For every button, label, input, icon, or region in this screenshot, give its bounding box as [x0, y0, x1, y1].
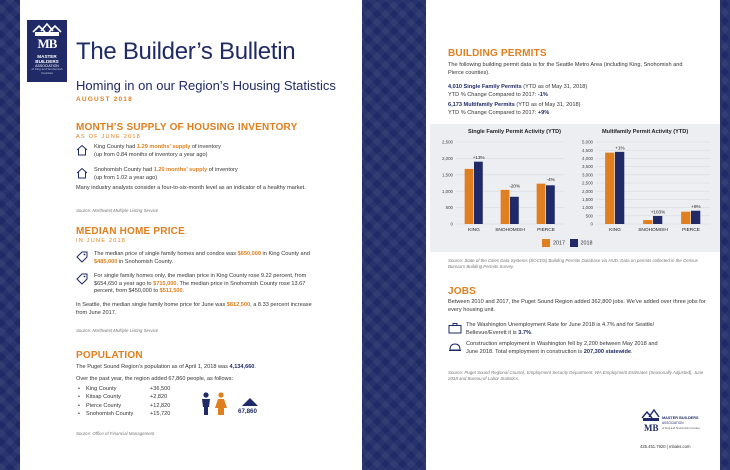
permits-intro: The following building permit data is for the Seattle Metro Area (including King, Snohomish and Pierce counties). — [448, 62, 683, 76]
jobs-p2 — [466, 322, 712, 337]
footer-logo — [640, 408, 700, 438]
supply-king-text1: King County had — [94, 144, 137, 150]
price-source: Source: Northwest Multiple Listing Service — [76, 328, 159, 333]
price-p3-text1: In Seattle, the median single family home price for June was — [76, 302, 227, 308]
sf-ytick-label: 1,000 — [442, 188, 453, 194]
footer-contact: 425.451.7920 | mbaks.com — [640, 444, 691, 449]
chart-legend — [542, 239, 593, 247]
permits-mf-change-label: YTD % Change Compared to 2017: — [448, 109, 538, 116]
jobs-p3 — [466, 341, 712, 356]
logo-mark: MB — [37, 36, 57, 51]
supply-sno-text1: Snohomish County had — [94, 167, 154, 173]
center-pattern-strip — [362, 0, 426, 470]
permits-sf-change-label: YTD % Change Compared to 2017: — [448, 91, 538, 98]
population-source: Source: Office of Financial Management — [76, 431, 155, 436]
county-name: Pierce County — [86, 402, 122, 409]
sf-category-label: SNOHOMISH — [495, 228, 525, 233]
sf-change-label: -20% — [509, 183, 521, 189]
mf-category-label: SNOHOMISH — [638, 228, 668, 233]
mf-ytick-label: 1,000 — [582, 205, 593, 211]
jobs-p3-text2: June 2018. Total employment in construction is — [466, 348, 584, 355]
footer-logo-line1: MASTER BUILDERS — [662, 416, 699, 420]
list-item: • King County +36,500 — [78, 386, 171, 392]
right-page — [426, 0, 720, 470]
sf-change-label: +13% — [472, 155, 485, 161]
sf-ytick-label: 500 — [445, 205, 453, 211]
mf-bar-2018 — [691, 211, 700, 224]
sf-bar-2018 — [546, 185, 555, 224]
supply-subheading: AS OF JUNE 2018 — [76, 134, 141, 140]
county-value: +12,820 — [150, 402, 171, 409]
jobs-construction-value: 207,300 statewide — [583, 348, 632, 355]
county-name: King County — [86, 386, 117, 392]
left-page — [20, 0, 362, 470]
mf-ytick-label: 1,500 — [582, 197, 593, 202]
supply-source: Source: Northwest Multiple Listing Service — [76, 208, 159, 213]
county-value: +2,820 — [150, 394, 168, 401]
supply-sno-text2: of inventory — [207, 167, 238, 173]
mf-bar-2017 — [605, 153, 614, 224]
right-pattern-strip — [720, 0, 730, 470]
supply-heading: MONTH’S SUPPLY OF HOUSING INVENTORY — [76, 122, 298, 133]
up-arrow-icon — [242, 398, 258, 406]
price-king-value: $650,000 — [237, 251, 261, 257]
sf-bar-2018 — [474, 162, 483, 224]
logo-line1: MASTER BUILDERS — [35, 54, 59, 64]
sf-ytick-label: 2,000 — [442, 156, 453, 161]
jobs-p2-text2: Bellevue/Everett it is — [466, 329, 519, 336]
mf-ytick-label: 3,000 — [582, 172, 593, 178]
population-list — [78, 385, 170, 419]
price-p2-text2: $654,650 a year ago to — [94, 280, 154, 287]
permits-mf-change: +9% — [537, 109, 550, 116]
supply-sno-note: (up from 1.02 a year ago) — [94, 174, 158, 181]
sf-ytick-label: 2,500 — [442, 139, 453, 145]
price-p1-text2: in King County and — [261, 251, 310, 257]
sf-bar-2017 — [537, 184, 546, 224]
supply-note: Many industry analysts consider a four-to-six-month level as an indicator of a healthy market. — [76, 185, 306, 191]
mf-bar-2018 — [653, 216, 662, 224]
issue-date: AUGUST 2018 — [76, 96, 133, 103]
permits-source: Source: State of the Cities Data Systems (SOCDS) Building Permits Database via HUD. Data on permits collected in the Census Bureau’s Building Permits Survey. — [448, 258, 698, 269]
logo-line2: ASSOCIATION — [35, 64, 59, 68]
mf-permit-chart — [570, 136, 716, 236]
sf-bar-2017 — [501, 190, 510, 224]
mf-ytick-label: 4,000 — [582, 156, 593, 161]
mf-ytick-label: 3,500 — [582, 164, 593, 170]
jobs-p2-end: . — [530, 329, 533, 336]
permits-heading: BUILDING PERMITS — [448, 48, 547, 59]
mf-ytick-label: 5,000 — [582, 139, 593, 145]
price-p3-text2: , a 8.33 percent increase — [250, 302, 312, 308]
jobs-source: Source: Puget Sound Regional Council, Employment Security Department: WA Employment Estimates (Seasonally Adjusted), June 2018 and Bureau of Labor Statistics. — [448, 370, 704, 381]
mf-ytick-label: 500 — [585, 213, 593, 219]
price-sno-value: $485,000 — [94, 258, 118, 265]
supply-king-value: 1.29 months’ supply — [136, 144, 191, 150]
mf-bar-2017 — [681, 212, 690, 224]
mf-ytick-label: 4,500 — [582, 147, 593, 153]
permits-mf-asof: (YTD as of May 31, 2018) — [514, 102, 581, 108]
logo-line3: of King and Snohomish Counties — [31, 67, 63, 75]
supply-king-text2: of inventory — [190, 144, 221, 150]
house-icon — [76, 144, 88, 156]
permits-sf-change: -1% — [537, 91, 548, 98]
chart2-title: Multifamily Permit Activity (YTD) — [602, 129, 689, 135]
price-king-sf-value: $715,000 — [153, 280, 177, 287]
mf-ytick-label: 2,000 — [582, 188, 593, 194]
county-value: +15,720 — [150, 411, 171, 418]
legend-label-2018: 2018 — [580, 240, 593, 247]
price-p2-text3: . The median price in Snohomish County rose 13.67 — [176, 280, 306, 287]
county-value: +36,500 — [150, 386, 171, 392]
supply-king — [94, 144, 344, 159]
mf-change-label: +8% — [691, 204, 701, 210]
price-seattle-value: $812,500 — [226, 302, 251, 308]
supply-snohomish — [94, 167, 344, 182]
mf-ytick-label: 2,500 — [582, 180, 593, 186]
mf-bar-2018 — [615, 152, 624, 224]
mf-bar-2017 — [643, 220, 652, 224]
mf-change-label: +103% — [650, 209, 666, 215]
price-tag-icon — [76, 273, 88, 285]
population-p1 — [76, 364, 356, 372]
footer-logo-line2: ASSOCIATION — [662, 421, 684, 425]
list-item: • Pierce County +12,820 — [78, 402, 171, 409]
sf-ytick-label: 1,500 — [442, 172, 453, 178]
page-subtitle: Homing in on our Region’s Housing Statistics — [76, 78, 336, 93]
population-growth-value: 67,860 — [238, 408, 257, 415]
price-p2 — [94, 273, 356, 296]
list-item: • Kitsap County +2,820 — [78, 394, 168, 401]
sf-category-label: PIERCE — [537, 228, 555, 233]
price-tag-icon — [76, 251, 88, 263]
jobs-p1: Between 2010 and 2017, the Puget Sound Region added 362,800 jobs. We’ve added over three jobs for every housing unit. — [448, 299, 706, 313]
permits-sf-asof: (YTD as of May 31, 2018) — [521, 84, 588, 90]
supply-sno-value: 1.20 months’ supply — [153, 167, 208, 173]
list-item: • Snohomish County +15,720 — [78, 411, 171, 418]
permits-mf — [448, 102, 708, 117]
jobs-heading: JOBS — [448, 286, 477, 297]
price-p3 — [76, 302, 356, 317]
mf-change-label: +1% — [615, 145, 625, 151]
chart1-title: Single Family Permit Activity (YTD) — [468, 129, 562, 135]
sf-permit-chart — [430, 136, 570, 236]
population-p2: Over the past year, the region added 67,860 people, as follows: — [76, 376, 234, 382]
population-p1-end: . — [254, 364, 256, 370]
footer-logo-icon — [640, 408, 700, 438]
legend-swatch-2018 — [570, 239, 578, 247]
briefcase-icon — [448, 322, 462, 334]
jobs-p3-end: . — [631, 348, 633, 355]
sf-change-label: -4% — [546, 177, 555, 183]
price-p2-text1: For single family homes only, the median price in King County rose 9.22 percent, from — [94, 273, 307, 279]
mf-ytick-label: 0 — [590, 221, 593, 227]
sf-bar-2018 — [510, 197, 519, 224]
house-icon — [76, 167, 88, 179]
price-p2-text4: percent, from $450,000 to — [94, 288, 160, 295]
page-title: The Builder’s Bulletin — [76, 38, 296, 65]
price-sno-sf-value: $511,500 — [159, 288, 183, 295]
population-heading: POPULATION — [76, 350, 143, 361]
jobs-p3-text: Construction employment in Washington fell by 2,200 between May 2018 and — [466, 341, 658, 347]
mf-category-label: PIERCE — [682, 228, 700, 233]
footer-logo-line3: of King and Snohomish Counties — [662, 427, 700, 430]
jobs-p2-text: The Washington Unemployment Rate for June 2018 is 4.7% and for Seattle/ — [466, 322, 655, 328]
county-name: Snohomish County — [86, 411, 134, 418]
sf-category-label: KING — [468, 228, 480, 233]
price-p1-text3: in Snohomish County. — [117, 258, 174, 265]
permits-sf-count: 4,010 Single Family Permits — [448, 84, 522, 90]
price-heading: MEDIAN HOME PRICE — [76, 226, 185, 237]
price-p2-text5: . — [182, 288, 185, 295]
price-p1-text: The median price of single family homes and condos was — [94, 251, 238, 257]
county-name: Kitsap County — [86, 394, 121, 401]
supply-king-note: (up from 0.84 months of inventory a year ago) — [94, 151, 208, 158]
price-p1 — [94, 251, 356, 266]
legend-swatch-2017 — [542, 239, 550, 247]
footer-logo-mark: MB — [644, 423, 659, 433]
roof-logo-icon — [31, 23, 63, 37]
people-icon — [194, 392, 234, 416]
permits-sf — [448, 84, 708, 99]
mf-category-label: KING — [609, 228, 621, 233]
mba-logo — [27, 20, 67, 82]
sf-bar-2017 — [465, 169, 474, 224]
price-p3-text3: from June 2017. — [76, 309, 117, 316]
legend-label-2017: 2017 — [553, 240, 565, 247]
price-subheading: IN JUNE 2018 — [76, 238, 127, 244]
hardhat-icon — [448, 341, 462, 353]
jobs-seattle-rate: 3.7% — [518, 329, 531, 336]
population-p1-text: The Puget Sound Region’s population as of April 1, 2018 was — [76, 364, 230, 370]
population-total-value: 4,134,660 — [229, 364, 255, 370]
permits-mf-count: 6,173 Multifamily Permits — [448, 102, 515, 108]
permit-charts-panel — [430, 124, 720, 252]
left-pattern-strip — [0, 0, 20, 470]
sf-ytick-label: 0 — [450, 221, 453, 227]
